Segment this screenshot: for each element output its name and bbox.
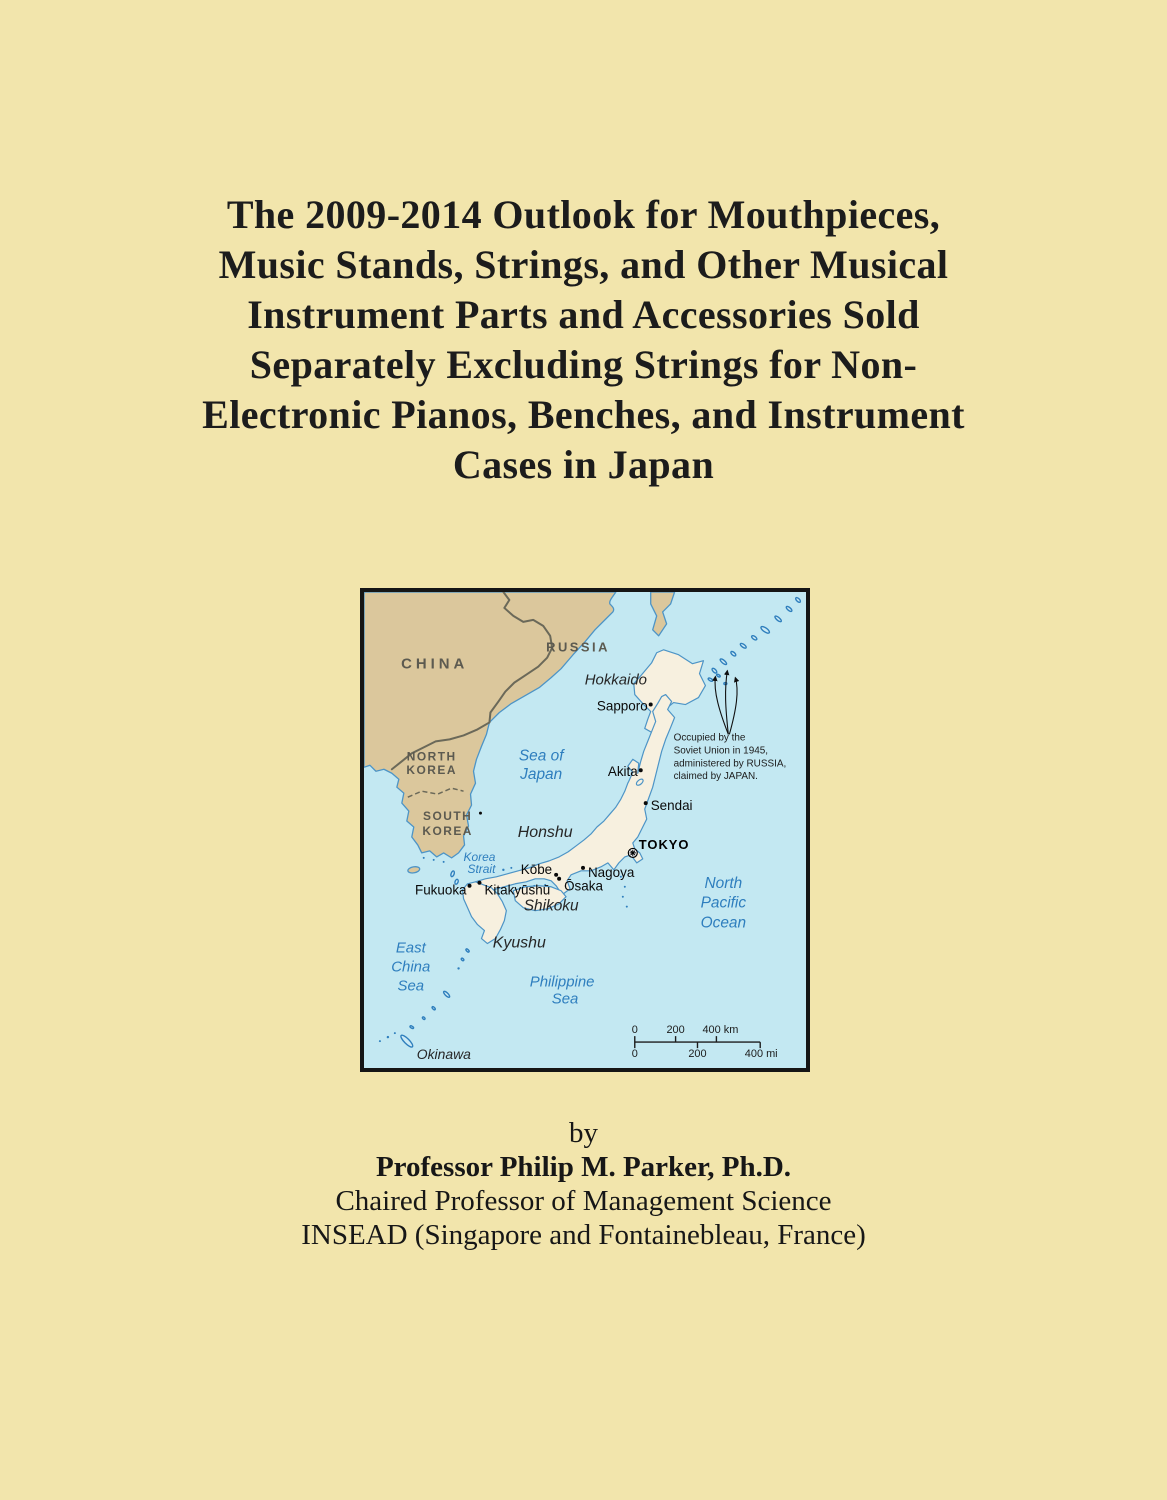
okinawa-island — [399, 1034, 414, 1049]
map-label-east-china-sea-3: Sea — [397, 977, 425, 995]
kitakyushu-dot — [477, 881, 481, 885]
osaka-dot — [557, 877, 561, 881]
scale-km-200: 200 — [666, 1024, 685, 1037]
title-line-5: Electronic Pianos, Benches, and Instrument — [202, 392, 965, 437]
map-label-korea-strait-1: Korea — [463, 849, 496, 864]
kuril-note-line-2: Soviet Union in 1945, — [673, 745, 769, 757]
book-title — [0, 190, 1167, 490]
akita-dot — [639, 768, 643, 772]
japan-map — [360, 588, 810, 1072]
map-label-kyushu: Kyushu — [492, 934, 546, 952]
nagoya-dot — [581, 866, 585, 870]
author-block — [0, 1116, 1167, 1252]
map-label-philippine-sea-1: Philippine — [529, 973, 595, 991]
kuril-note-line-1: Occupied by the — [673, 732, 746, 744]
map-label-shikoku: Shikoku — [523, 897, 579, 915]
honshu-island — [472, 695, 675, 895]
title-line-6: Cases in Japan — [452, 442, 715, 487]
map-label-east-china-sea-1: East — [395, 939, 426, 957]
kuril-islands — [708, 597, 802, 685]
kuril-note-line-3: administered by RUSSIA, — [673, 758, 787, 770]
scale-mi-200: 200 — [688, 1048, 707, 1061]
title-line-4: Separately Excluding Strings for Non- — [249, 342, 918, 387]
map-label-china: CHINA — [401, 655, 469, 673]
map-label-sea-of-japan-2: Japan — [520, 766, 563, 784]
kuril-note — [674, 732, 787, 782]
sendai-dot — [644, 801, 648, 805]
sapporo-dot — [649, 703, 653, 707]
seoul-dot — [479, 812, 482, 815]
fukuoka-dot — [468, 884, 472, 888]
author-institution: INSEAD (Singapore and Fontainebleau, France) — [301, 1219, 866, 1251]
author-role: Chaired Professor of Management Science — [335, 1185, 832, 1217]
map-city-kobe: Kōbe — [520, 861, 553, 877]
map-label-north-pacific-3: Ocean — [700, 914, 747, 932]
map-label-hokkaido: Hokkaido — [584, 671, 647, 689]
map-city-sendai: Sendai — [650, 798, 693, 814]
map-label-north-korea-2: KOREA — [406, 763, 457, 778]
map-city-fukuoka: Fukuoka — [414, 882, 467, 898]
author-name: Professor Philip M. Parker, Ph.D. — [375, 1151, 792, 1183]
author-by: by — [569, 1117, 598, 1149]
kobe-dot — [554, 873, 558, 877]
mainland-asia — [364, 592, 616, 858]
map-label-east-china-sea-2: China — [391, 958, 431, 976]
map-label-north-korea-1: NORTH — [406, 749, 457, 764]
tokyo-star-marker — [628, 848, 637, 857]
map-city-akita: Akita — [607, 764, 638, 780]
scale-mi-0: 0 — [631, 1048, 638, 1061]
scale-km-400: 400 km — [702, 1024, 739, 1037]
sakhalin-island — [651, 592, 675, 636]
map-city-tokyo: TOKYO — [638, 836, 690, 852]
title-line-2: Music Stands, Strings, and Other Musical — [218, 242, 949, 287]
kuril-note-line-4: claimed by JAPAN. — [673, 771, 758, 783]
scale-km-0: 0 — [631, 1024, 638, 1037]
map-label-north-pacific-2: Pacific — [700, 894, 747, 912]
map-label-sea-of-japan-1: Sea of — [518, 747, 564, 765]
map-city-nagoya: Nagoya — [587, 864, 635, 880]
map-label-russia: RUSSIA — [546, 639, 610, 655]
map-city-osaka: Ōsaka — [564, 878, 603, 894]
title-line-3: Instrument Parts and Accessories Sold — [247, 292, 920, 337]
map-city-sapporo: Sapporo — [596, 698, 648, 714]
map-label-philippine-sea-2: Sea — [551, 990, 579, 1008]
map-label-honshu: Honshu — [517, 823, 573, 841]
map-label-south-korea-1: SOUTH — [423, 809, 473, 824]
japan-map-svg — [364, 592, 806, 1068]
map-scale-bar — [632, 1024, 778, 1060]
kuril-claim-arrows — [715, 671, 737, 735]
jeju-island — [407, 866, 420, 874]
map-city-kitakyushu: Kitakyūshū — [484, 882, 551, 898]
map-label-okinawa: Okinawa — [416, 1046, 471, 1063]
map-label-north-pacific-1: North — [704, 874, 743, 892]
scale-mi-400: 400 mi — [744, 1048, 778, 1061]
title-line-1: The 2009-2014 Outlook for Mouthpieces, — [226, 192, 941, 237]
map-label-korea-strait-2: Strait — [467, 861, 496, 876]
map-label-south-korea-2: KOREA — [422, 823, 473, 838]
